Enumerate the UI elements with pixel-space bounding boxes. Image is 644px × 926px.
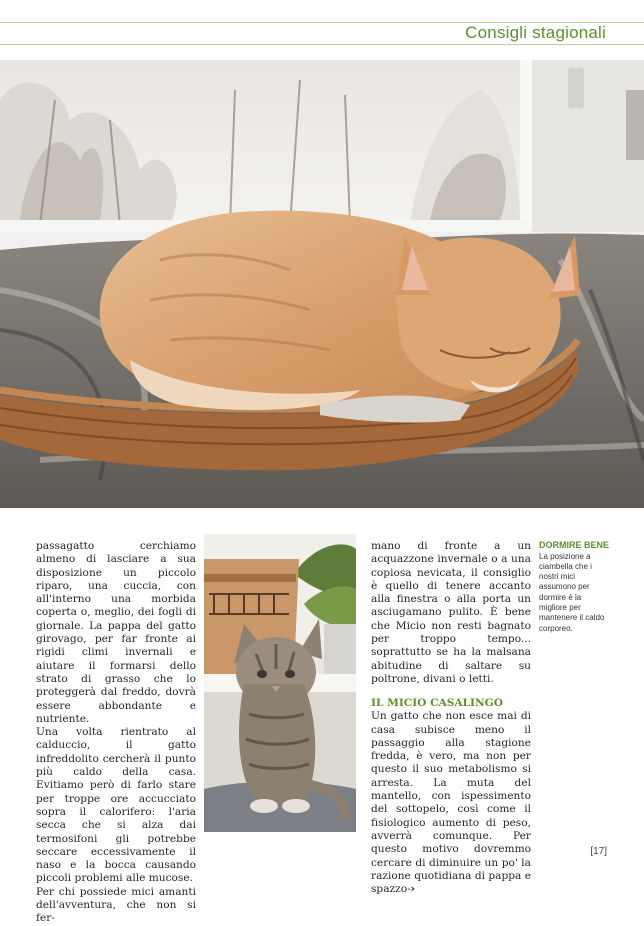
caption-text: La posizione a ciambella che i nostri mici assumono per dormire è la migliore per mantenere il caldo corporeo. — [539, 551, 605, 633]
article-column-3 — [371, 540, 531, 896]
subheading-micio-casalingo: IL MICIO CASALINGO — [371, 697, 503, 710]
article-column-1 — [36, 540, 196, 926]
page-number: [17] — [590, 846, 607, 857]
section-title: Consigli stagionali — [465, 23, 606, 42]
photo-caption — [539, 540, 609, 634]
column3-paragraph-2 — [371, 710, 531, 896]
page-header — [0, 22, 644, 44]
header-rule-bottom — [0, 44, 644, 45]
column1-paragraph-3: Per chi possiede mici amanti dell'avventura, che non si fer- — [36, 885, 196, 925]
hero-photo-sleeping-cat — [0, 60, 644, 508]
column1-paragraph-1: passagatto cerchiamo almeno di lasciare a sua disposizione un piccolo riparo, una cuccia, con all'interno una morbida coperta o, meglio, dei fogli di giornale. La pappa del gatto girovago, per far fronte ai rigidi climi invernali e aiutare il formarsi dello strato di grasso che lo proteggerà dal freddo, dovrà essere abbondante e nutriente. — [36, 540, 196, 725]
continue-arrow-icon: › — [410, 883, 416, 896]
column1-paragraph-2: Una volta rientrato al calduccio, il gatto infreddolito cercherà il punto più caldo della casa. Evitiamo però di farlo stare per troppe ore accucciato sopra il calorifero: l'aria secca che si alza dai termosifoni gli potrebbe seccare eccessivamente il naso e la bocca causando piccoli problemi alle mucose. — [36, 726, 196, 885]
caption-title: DORMIRE BENE — [539, 540, 610, 550]
kitten-photo — [204, 534, 356, 832]
column3-paragraph-1: mano di fronte a un acquazzone invernale o a una copiosa nevicata, il consiglio è quello di tenere accanto alla finestra o alla porta un asciugamano pulito. È bene che Micio non resti bagnato per troppo tempo... soprattutto se ha la malsana abitudine di saltare su poltrone, divani o letti. — [371, 540, 531, 685]
column3-paragraph-2-text: Un gatto che non esce mai di casa subisce meno il passaggio alla stagione fredda, è vero, ma non per questo il suo metabolismo si arresta. La muta del mantello, con ispessimento del sottopelo, così come il fisiologico aumento di peso, avverrà comunque. Per questo motivo dovremmo cercare di diminuire un po' la razione quotidiana di pappa e spazzo- — [371, 710, 531, 896]
